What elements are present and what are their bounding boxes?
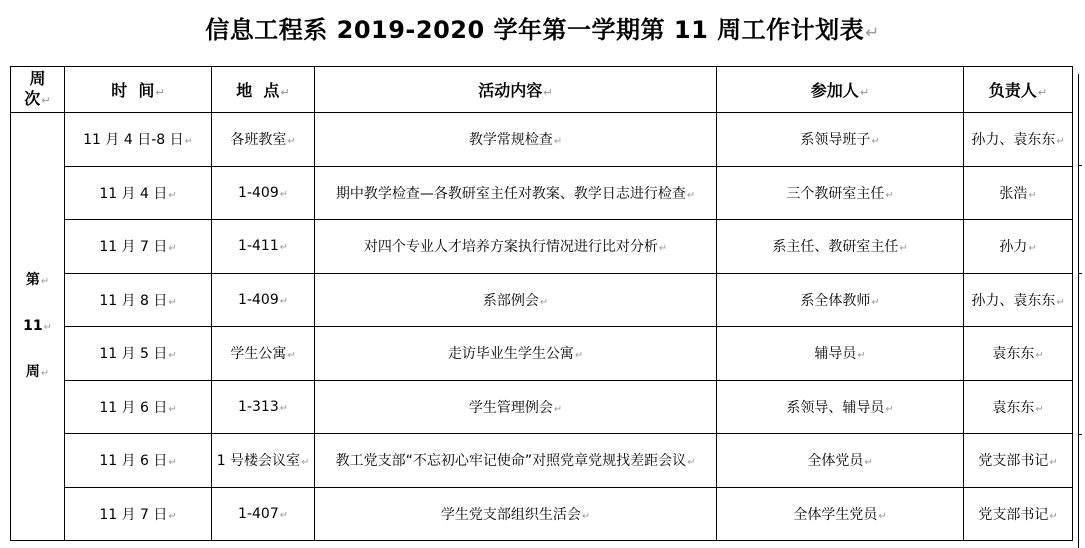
table-row xyxy=(11,434,1073,488)
paragraph-mark: ↵ xyxy=(1056,136,1065,148)
cell-participants xyxy=(717,113,964,167)
paragraph-mark: ↵ xyxy=(279,509,288,521)
owner-text: 张浩 xyxy=(999,185,1028,202)
cell-place xyxy=(212,166,315,220)
paragraph-mark: ↵ xyxy=(301,457,310,469)
paragraph-mark: ↵ xyxy=(574,350,584,362)
header-content xyxy=(315,67,717,113)
cell-content xyxy=(315,327,717,381)
cell-participants xyxy=(717,220,964,274)
paragraph-mark: ↵ xyxy=(864,457,873,469)
header-row xyxy=(11,67,1073,113)
cell-participants xyxy=(717,273,964,327)
cell-participants xyxy=(717,380,964,434)
time-text: 11 月 4 日-8 日 xyxy=(83,132,184,149)
time-text: 11 月 6 日 xyxy=(99,453,168,470)
paragraph-mark: ↵ xyxy=(1035,403,1044,415)
owner-text: 袁东东 xyxy=(992,399,1035,416)
owner-text: 党支部书记 xyxy=(978,506,1049,523)
paragraph-mark: ↵ xyxy=(885,403,894,415)
place-text: 学生公寓 xyxy=(230,346,287,363)
header-place xyxy=(212,67,315,113)
participants-text: 系领导、辅导员 xyxy=(786,399,885,416)
paragraph-mark: ↵ xyxy=(43,321,52,333)
paragraph-mark: ↵ xyxy=(1049,510,1058,522)
cell-owner xyxy=(964,487,1073,541)
table-row xyxy=(11,273,1073,327)
time-text: 11 月 7 日 xyxy=(99,239,168,256)
row-divider-tick xyxy=(1078,434,1082,435)
table-row xyxy=(11,166,1073,220)
participants-text: 辅导员 xyxy=(814,346,857,363)
paragraph-mark: ↵ xyxy=(865,22,880,42)
cell-owner xyxy=(964,380,1073,434)
header-owner-label: 负责人 xyxy=(988,81,1037,100)
paragraph-mark: ↵ xyxy=(168,243,177,255)
table-row xyxy=(11,380,1073,434)
header-owner xyxy=(964,67,1073,113)
cell-time xyxy=(65,166,212,220)
week-line3: 周 xyxy=(25,363,40,380)
paragraph-mark: ↵ xyxy=(871,136,880,148)
time-text: 11 月 7 日 xyxy=(99,506,168,523)
header-participants-label: 参加人 xyxy=(810,81,859,100)
paragraph-mark: ↵ xyxy=(581,510,591,522)
content-text: 走访毕业生学生公寓 xyxy=(447,346,574,363)
paragraph-mark: ↵ xyxy=(184,136,193,148)
paragraph-mark: ↵ xyxy=(155,86,165,99)
owner-text: 孙力 xyxy=(999,239,1028,256)
place-text: 1-409 xyxy=(238,184,279,201)
table-outer-border xyxy=(1078,74,1079,548)
paragraph-mark: ↵ xyxy=(687,457,696,469)
cell-place xyxy=(212,434,315,488)
paragraph-mark: ↵ xyxy=(41,93,51,107)
cell-time xyxy=(65,487,212,541)
participants-text: 全体学生党员 xyxy=(793,506,878,523)
header-time xyxy=(65,67,212,113)
cell-time xyxy=(65,273,212,327)
paragraph-mark: ↵ xyxy=(279,242,288,254)
paragraph-mark: ↵ xyxy=(40,275,50,287)
header-week xyxy=(11,67,65,113)
paragraph-mark: ↵ xyxy=(1035,350,1044,362)
paragraph-mark: ↵ xyxy=(168,457,177,469)
cell-place xyxy=(212,220,315,274)
cell-place xyxy=(212,380,315,434)
paragraph-mark: ↵ xyxy=(553,136,563,148)
paragraph-mark: ↵ xyxy=(899,243,908,255)
cell-time xyxy=(65,380,212,434)
header-place-label: 地 点 xyxy=(236,81,280,100)
content-text: 系部例会 xyxy=(482,292,539,309)
participants-text: 全体党员 xyxy=(807,453,864,470)
paragraph-mark: ↵ xyxy=(168,510,177,522)
cell-content xyxy=(315,273,717,327)
header-time-label: 时 间 xyxy=(111,81,155,100)
paragraph-mark: ↵ xyxy=(1049,457,1058,469)
paragraph-mark: ↵ xyxy=(543,86,553,99)
cell-owner xyxy=(964,113,1073,167)
content-text: 学生管理例会 xyxy=(468,399,553,416)
paragraph-mark: ↵ xyxy=(878,510,887,522)
table-row xyxy=(11,327,1073,381)
table-row xyxy=(11,487,1073,541)
paragraph-mark: ↵ xyxy=(279,188,288,200)
place-text: 各班教室 xyxy=(230,132,287,149)
cell-place xyxy=(212,273,315,327)
owner-text: 孙力、袁东东 xyxy=(971,292,1056,309)
place-text: 1 号楼会议室 xyxy=(216,453,301,470)
paragraph-mark: ↵ xyxy=(287,350,296,362)
owner-text: 党支部书记 xyxy=(978,453,1049,470)
place-text: 1-407 xyxy=(238,505,279,522)
paragraph-mark: ↵ xyxy=(168,296,177,308)
cell-participants xyxy=(717,327,964,381)
header-week-line1: 周 xyxy=(29,68,46,88)
cell-content xyxy=(315,113,717,167)
paragraph-mark: ↵ xyxy=(168,350,177,362)
cell-participants xyxy=(717,487,964,541)
week-line2: 11 xyxy=(23,317,43,334)
paragraph-mark: ↵ xyxy=(40,367,50,379)
cell-time xyxy=(65,113,212,167)
cell-content xyxy=(315,434,717,488)
cell-time xyxy=(65,327,212,381)
paragraph-mark: ↵ xyxy=(168,189,177,201)
paragraph-mark: ↵ xyxy=(168,403,177,415)
cell-owner xyxy=(964,273,1073,327)
header-participants xyxy=(717,67,964,113)
paragraph-mark: ↵ xyxy=(279,295,288,307)
owner-text: 袁东东 xyxy=(992,346,1035,363)
owner-text: 孙力、袁东东 xyxy=(971,132,1056,149)
cell-content xyxy=(315,487,717,541)
paragraph-mark: ↵ xyxy=(658,243,668,255)
table-row xyxy=(11,220,1073,274)
participants-text: 三个教研室主任 xyxy=(786,185,885,202)
row-divider-tick xyxy=(1078,165,1082,166)
cell-participants xyxy=(717,434,964,488)
cell-owner xyxy=(964,220,1073,274)
time-text: 11 月 5 日 xyxy=(99,346,168,363)
cell-owner xyxy=(964,434,1073,488)
week-line1: 第 xyxy=(25,271,40,288)
header-week-line2: 次 xyxy=(24,88,41,108)
content-text: 期中教学检查—各教研室主任对教案、教学日志进行检查 xyxy=(335,185,686,202)
cell-content xyxy=(315,220,717,274)
paragraph-mark: ↵ xyxy=(1037,86,1048,99)
participants-text: 系全体教师 xyxy=(800,292,871,309)
page-title xyxy=(0,10,1085,45)
paragraph-mark: ↵ xyxy=(1028,189,1037,201)
cell-content xyxy=(315,166,717,220)
row-divider-tick xyxy=(1078,273,1082,274)
work-plan-table xyxy=(10,66,1073,541)
table-row xyxy=(11,113,1073,167)
cell-place xyxy=(212,327,315,381)
cell-participants xyxy=(717,166,964,220)
content-text: 教工党支部“不忘初心牢记使命”对照党章党规找差距会议 xyxy=(335,453,687,470)
cell-place xyxy=(212,113,315,167)
place-text: 1-409 xyxy=(238,291,279,308)
title-text: 信息工程系 2019-2020 学年第一学期第 11 周工作计划表 xyxy=(205,16,865,44)
header-content-label: 活动内容 xyxy=(478,81,543,100)
cell-owner xyxy=(964,166,1073,220)
participants-text: 系领导班子 xyxy=(800,132,871,149)
content-text: 教学常规检查 xyxy=(468,132,553,149)
paragraph-mark: ↵ xyxy=(287,136,296,148)
cell-time xyxy=(65,220,212,274)
paragraph-mark: ↵ xyxy=(1028,243,1037,255)
paragraph-mark: ↵ xyxy=(280,86,290,99)
participants-text: 系主任、教研室主任 xyxy=(772,239,899,256)
paragraph-mark: ↵ xyxy=(859,86,870,99)
paragraph-mark: ↵ xyxy=(686,189,696,201)
paragraph-mark: ↵ xyxy=(553,403,563,415)
cell-place xyxy=(212,487,315,541)
time-text: 11 月 8 日 xyxy=(99,292,168,309)
paragraph-mark: ↵ xyxy=(279,402,288,414)
paragraph-mark: ↵ xyxy=(1056,296,1065,308)
paragraph-mark: ↵ xyxy=(885,189,894,201)
cell-content xyxy=(315,380,717,434)
place-text: 1-411 xyxy=(238,238,279,255)
time-text: 11 月 6 日 xyxy=(99,399,168,416)
paragraph-mark: ↵ xyxy=(539,296,549,308)
time-text: 11 月 4 日 xyxy=(99,185,168,202)
content-text: 学生党支部组织生活会 xyxy=(440,506,581,523)
week-label xyxy=(11,113,65,541)
place-text: 1-313 xyxy=(238,398,279,415)
content-text: 对四个专业人才培养方案执行情况进行比对分析 xyxy=(363,239,658,256)
paragraph-mark: ↵ xyxy=(871,296,880,308)
cell-time xyxy=(65,434,212,488)
paragraph-mark: ↵ xyxy=(857,350,866,362)
cell-owner xyxy=(964,327,1073,381)
